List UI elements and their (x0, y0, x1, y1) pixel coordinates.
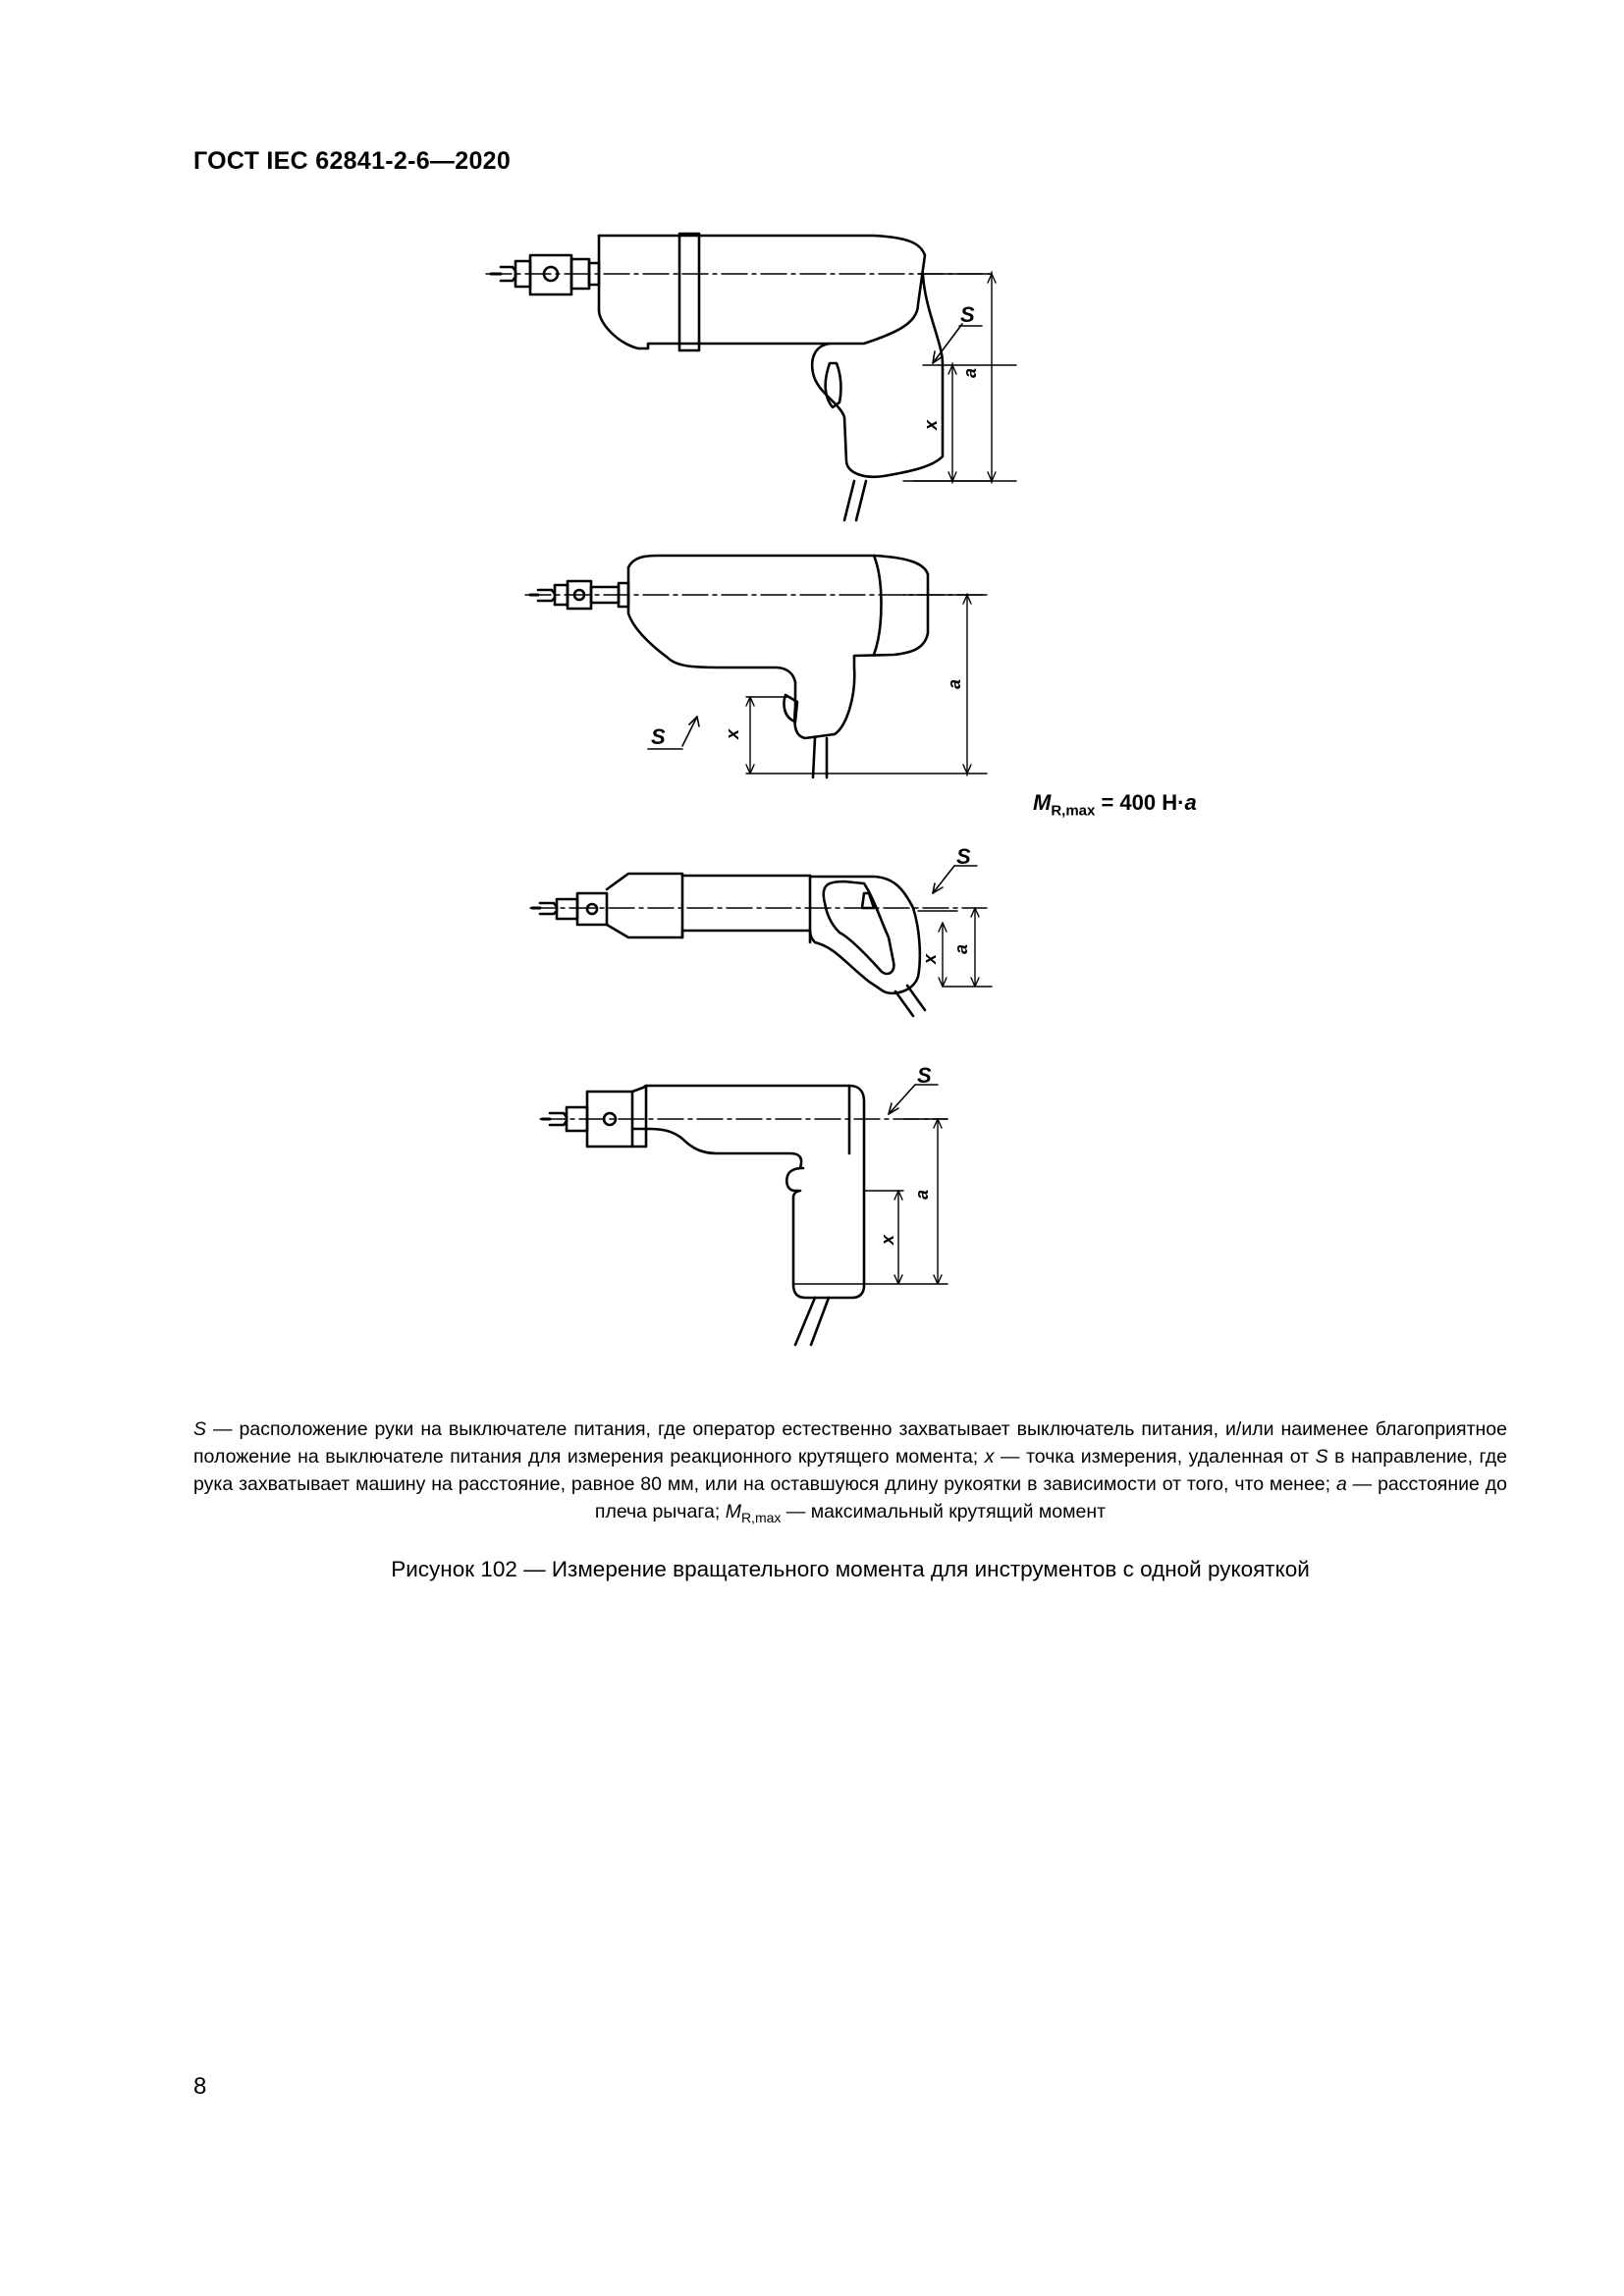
figure-caption: Рисунок 102 — Измерение вращательного момента для инструментов с одной рукояткой (391, 1557, 1310, 1581)
tool-3-label-a: a (951, 943, 971, 954)
formula-variable: a (1184, 790, 1197, 815)
legend-m-desc: — максимальный крутящий момент (781, 1501, 1107, 1522)
legend-m-symbol: M (725, 1501, 741, 1522)
tool-4-label-s: S (917, 1063, 932, 1088)
legend-x-desc-2: в направление, где рука захватывает машину на расстояние, равное 80 мм, или на оставшуюся длину рукоятки в зависимости от того, что менее; (193, 1446, 1507, 1495)
legend-s-symbol: S (193, 1418, 207, 1440)
legend-m-sub: R,max (740, 1509, 782, 1525)
legend-x-symbol: x (984, 1446, 995, 1468)
figure-legend (193, 1415, 1507, 1531)
formula-torque (1033, 790, 1197, 819)
legend-a-symbol: a (1335, 1473, 1347, 1495)
legend-x-desc-1: — точка измерения, удаленная от (994, 1446, 1316, 1468)
tool-2-drawing (525, 556, 987, 777)
tool-4-label-a: a (912, 1189, 932, 1200)
tool-1-drawing (486, 234, 1016, 520)
tool-1-label-x: x (921, 419, 941, 430)
formula-subscript: R,max (1051, 802, 1096, 820)
tool-3-label-s: S (956, 844, 971, 869)
tool-4-drawing (540, 1085, 947, 1345)
tool-1-label-s: S (960, 302, 975, 327)
legend-x-ref: S (1315, 1446, 1328, 1468)
tool-2-label-x: x (723, 728, 742, 739)
page-number: 8 (193, 2073, 207, 2100)
formula-symbol: M (1033, 790, 1052, 815)
formula-value: = 400 Н· (1095, 790, 1185, 815)
tool-4-label-x: x (878, 1234, 897, 1245)
tool-1-label-a: a (960, 367, 980, 378)
tool-2-label-s: S (651, 724, 666, 749)
tool-3-label-x: x (920, 953, 940, 964)
legend-s-desc: — расположение руки на выключателе питания, где оператор естественно захватывает выключатель питания, и/или наименее благоприятное положение на выключателе питания для измерения реакционного крутящего момента; (193, 1418, 1507, 1468)
tool-2-label-a: a (945, 678, 964, 689)
tool-3-drawing (530, 866, 992, 1016)
legend-a-desc: — расстояние до плеча рычага; (594, 1473, 1507, 1522)
document-header: ГОСТ IEC 62841-2-6—2020 (193, 147, 512, 175)
